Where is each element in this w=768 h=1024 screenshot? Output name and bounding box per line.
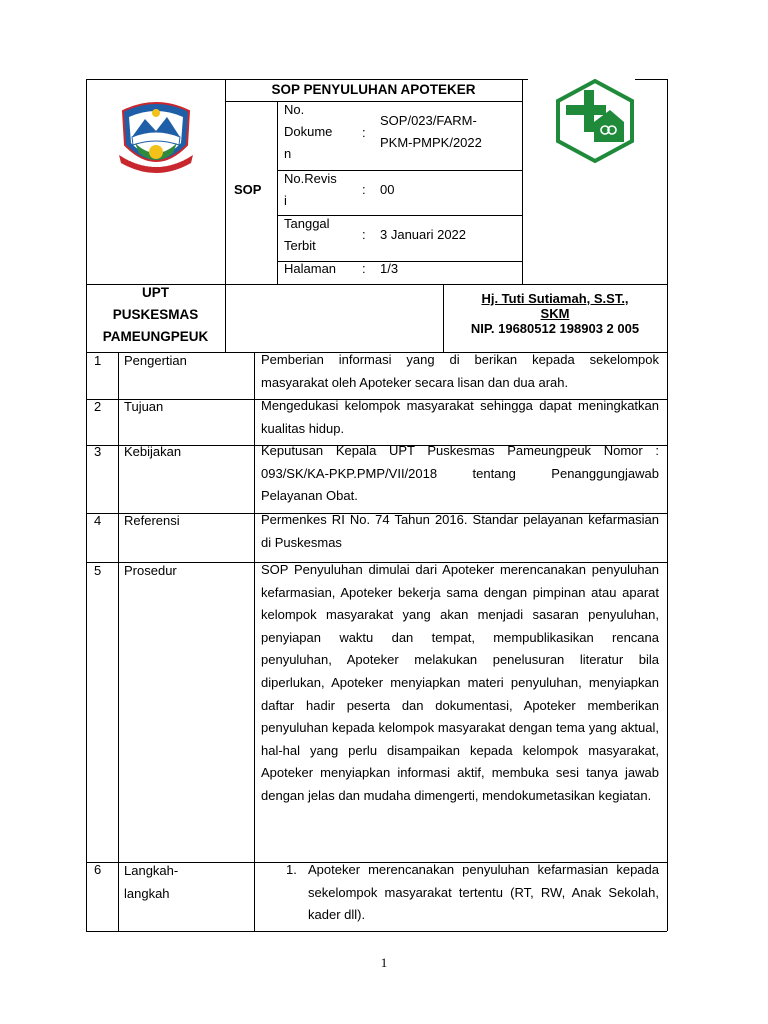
field-colon: : xyxy=(362,182,366,197)
page-number: 1 xyxy=(380,955,388,970)
row-number: 1 xyxy=(94,353,102,368)
row-number: 5 xyxy=(94,563,102,578)
field-value-halaman: 1/3 xyxy=(380,261,399,276)
row-label: Langkah- langkah xyxy=(124,863,179,901)
field-value-tanggal-terbit: 3 Januari 2022 xyxy=(380,227,467,242)
regency-emblem-icon xyxy=(115,97,197,175)
row-label: Pengertian xyxy=(124,353,187,368)
field-label-no-revisi: No.Revis i xyxy=(284,171,337,208)
row-content: SOP Penyuluhan dimulai dari Apoteker merencanakan penyuluhan kefarmasian, Apoteker bekerja sama dengan pimpinan atau aparat kelompok masyarakat yang akan menjadi sasaran penyuluhan, penyiapan waktu dan tempat, mempublikasikan rencana penyuluhan, Apoteker melakukan penelusuran literatur bila diperlukan, Apoteker menyiapkan materi penyuluhan, menyiapkan daftar hadir peserta dan dokumentasi, Apoteker memberikan penyuluhan kepada kelompok masyarakat dengan tema yang aktual, hal-hal yang perlu disampaikan kepada kelompok masyarakat, Apoteker menyiapkan informasi aktif, membuka sesi tanya jawab dengan jelas dan mudaha dimengerti, mendokumetasikan kegiatan. xyxy=(261,562,659,803)
document-title: SOP PENYULUHAN APOTEKER xyxy=(271,82,476,97)
signer-nip: NIP. 19680512 198903 2 005 xyxy=(470,321,640,336)
field-colon: : xyxy=(362,227,366,242)
row-label: Referensi xyxy=(124,513,180,528)
row-label: Prosedur xyxy=(124,563,177,578)
signer-title: SKM xyxy=(540,306,570,321)
row-number: 3 xyxy=(94,444,102,459)
signer-name: Hj. Tuti Sutiamah, S.ST., xyxy=(481,291,629,306)
field-value-no-dokumen: SOP/023/FARM- PKM-PMPK/2022 xyxy=(380,113,482,150)
list-marker: 1. xyxy=(286,862,297,877)
field-label-tanggal-terbit: Tanggal Terbit xyxy=(284,216,330,253)
row-content: Permenkes RI No. 74 Tahun 2016. Standar pelayanan kefarmasian di Puskesmas xyxy=(261,512,659,550)
row-content: Keputusan Kepala UPT Puskesmas Pameungpeuk Nomor : 093/SK/KA-PKP.PMP/VII/2018 tentang Penanggungjawab Pelayanan Obat. xyxy=(261,443,659,504)
row-content: Mengedukasi kelompok masyarakat sehingga dapat meningkatkan kualitas hidup. xyxy=(261,398,659,436)
organization-name: UPT PUSKESMAS PAMEUNGPEUK xyxy=(102,285,209,344)
row-label: Tujuan xyxy=(124,399,164,414)
puskesmas-logo-icon xyxy=(554,78,636,164)
field-colon: : xyxy=(362,261,366,276)
row-number: 2 xyxy=(94,399,102,414)
sop-label: SOP xyxy=(234,182,262,197)
row-content: Pemberian informasi yang di berikan kepada sekelompok masyarakat oleh Apoteker secara lisan dan dua arah. xyxy=(261,352,659,390)
row-label: Kebijakan xyxy=(124,444,182,459)
field-colon: : xyxy=(362,125,366,140)
row-content: Apoteker merencanakan penyuluhan kefarmasian kepada sekelompok masyarakat tertentu (RT, RW, Anak Sekolah, kader dll). xyxy=(308,862,659,923)
field-value-no-revisi: 00 xyxy=(380,182,395,197)
field-label-no-dokumen: No. Dokume n xyxy=(284,102,333,161)
row-number: 6 xyxy=(94,862,102,877)
field-label-halaman: Halaman xyxy=(284,261,337,276)
row-number: 4 xyxy=(94,513,102,528)
signer-block xyxy=(443,291,667,336)
